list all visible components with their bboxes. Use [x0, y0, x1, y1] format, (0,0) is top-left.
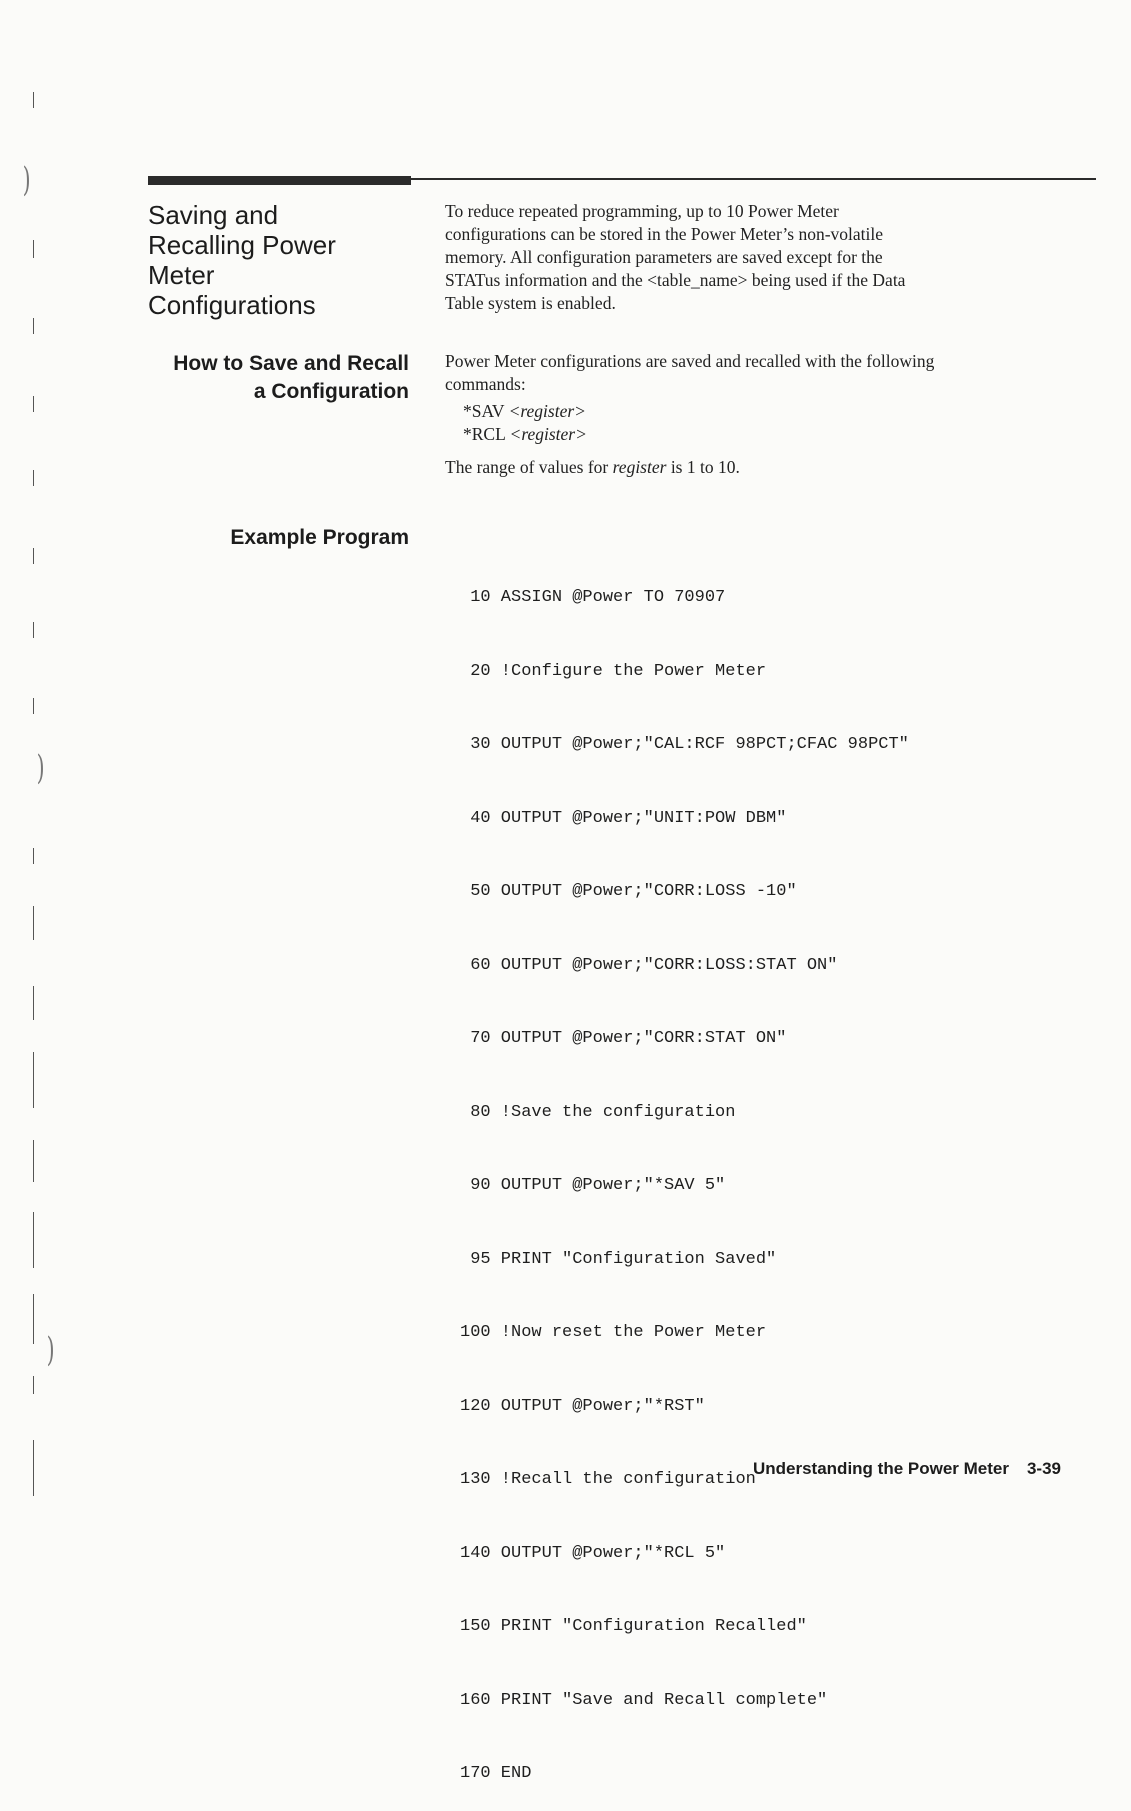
code-line: 150 PRINT "Configuration Recalled" [460, 1617, 807, 1636]
code-line: 100 !Now reset the Power Meter [460, 1323, 767, 1342]
binder-mark [33, 848, 34, 864]
range-sentence [445, 456, 1085, 479]
binder-paren: ) [22, 160, 31, 200]
command-arg: <register> [508, 401, 586, 421]
binder-mark [33, 470, 34, 486]
binder-mark [33, 92, 34, 108]
range-term: register [612, 457, 667, 477]
binder-mark [33, 1212, 34, 1268]
binder-mark [33, 318, 34, 334]
range-suffix: is 1 to 10. [666, 457, 740, 477]
intro-line: Table system is enabled. [445, 293, 616, 313]
code-line: 95 PRINT "Configuration Saved" [460, 1249, 777, 1269]
code-line: 130 !Recall the configuration [460, 1470, 756, 1489]
code-line: 120 OUTPUT @Power;"*RST" [460, 1396, 705, 1416]
binder-paren: ) [46, 1330, 55, 1370]
binder-mark [33, 240, 34, 258]
binder-mark [33, 548, 34, 564]
how-to-heading-line: a Configuration [253, 380, 409, 403]
section-rule-thin [411, 178, 1096, 180]
intro-line: To reduce repeated programming, up to 10 Power Meter [445, 201, 839, 221]
page-footer [753, 1459, 1061, 1479]
intro-paragraph [445, 200, 1085, 315]
how-to-line: Power Meter configurations are saved and recalled with the following [445, 351, 935, 371]
code-line: 10 ASSIGN @Power TO 70907 [460, 588, 726, 607]
code-line: 70 OUTPUT @Power;"CORR:STAT ON" [460, 1029, 787, 1048]
section-title-line: Meter [148, 260, 215, 290]
example-heading [230, 524, 409, 552]
code-line: 20 !Configure the Power Meter [460, 661, 767, 681]
command-name: *RCL [463, 424, 506, 444]
binder-mark [33, 622, 34, 638]
code-line: 90 OUTPUT @Power;"*SAV 5" [460, 1176, 726, 1195]
binder-mark [33, 906, 34, 940]
binder-mark [33, 1294, 34, 1344]
code-line: 140 OUTPUT @Power;"*RCL 5" [460, 1543, 726, 1563]
intro-line: memory. All configuration parameters are saved except for the [445, 247, 883, 267]
code-line: 170 END [460, 1764, 532, 1783]
code-line: 40 OUTPUT @Power;"UNIT:POW DBM" [460, 808, 787, 828]
command-recall [445, 423, 1085, 446]
intro-line: configurations can be stored in the Power Meter’s non-volatile [445, 224, 884, 244]
code-line: 30 OUTPUT @Power;"CAL:RCF 98PCT;CFAC 98PCT" [460, 735, 909, 754]
command-save [445, 400, 1085, 423]
binder-mark [33, 986, 34, 1020]
section-title-line: Recalling Power [148, 230, 336, 260]
how-to-paragraph [445, 350, 1085, 479]
binder-mark [33, 1052, 34, 1108]
binder-mark [33, 396, 34, 412]
how-to-line: commands: [445, 374, 526, 394]
section-title [148, 200, 408, 320]
code-line: 80 !Save the configuration [460, 1102, 736, 1122]
range-prefix: The range of values for [445, 457, 613, 477]
binder-mark [33, 1440, 34, 1496]
binder-paren: ) [36, 748, 45, 788]
code-line: 50 OUTPUT @Power;"CORR:LOSS -10" [460, 882, 797, 901]
code-line: 160 PRINT "Save and Recall complete" [460, 1690, 828, 1710]
code-line: 60 OUTPUT @Power;"CORR:LOSS:STAT ON" [460, 955, 838, 975]
command-name: *SAV [463, 401, 505, 421]
how-to-heading-line: How to Save and Recall [173, 352, 409, 375]
command-arg: <register> [509, 424, 587, 444]
how-to-heading [173, 350, 409, 406]
example-heading-text: Example Program [230, 526, 409, 549]
section-title-line: Saving and [148, 200, 279, 230]
binder-mark [33, 1140, 34, 1182]
page-number: 3-39 [1026, 1459, 1061, 1478]
intro-line: STATus information and the <table_name> being used if the Data [445, 270, 906, 290]
section-rule-thick [148, 176, 411, 185]
binder-mark [33, 698, 34, 714]
section-title-line: Configurations [148, 290, 316, 320]
binder-mark [33, 1376, 34, 1394]
footer-chapter: Understanding the Power Meter [752, 1459, 1009, 1478]
code-listing [460, 537, 909, 1811]
